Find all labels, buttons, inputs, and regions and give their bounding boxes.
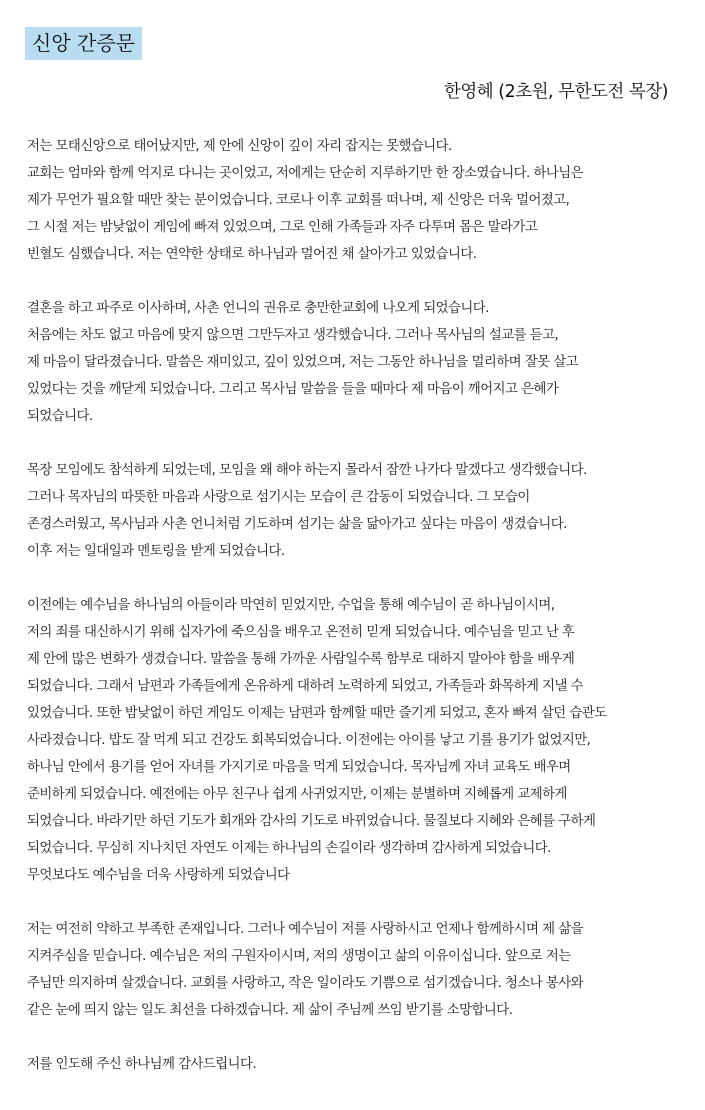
paragraph-line: 지켜주심을 믿습니다. 예수님은 저의 구원자이시며, 저의 생명이고 삶의 이유이십니다. 앞으로 저는: [27, 949, 571, 964]
paragraph-line: 그러나 목자님의 따뜻한 마음과 사랑으로 섬기시는 모습이 큰 감동이 되었습니다. 그 모습이: [27, 490, 530, 505]
paragraph-line: 결혼을 하고 파주로 이사하며, 사촌 언니의 권유로 충만한교회에 나오게 되었습니다.: [27, 301, 489, 316]
paragraph-line: 저는 여전히 약하고 부족한 존재입니다. 그러나 예수님이 저를 사랑하시고 언제나 함께하시며 제 삶을: [27, 922, 583, 937]
paragraph-line: 빈혈도 심했습니다. 저는 연약한 상태로 하나님과 멀어진 채 살아가고 있었습니다.: [27, 247, 477, 262]
testimony-body: [27, 133, 687, 1105]
paragraph: [27, 295, 687, 430]
paragraph-line: 처음에는 차도 없고 마음에 맞지 않으면 그만두자고 생각했습니다. 그러나 목사님의 설교를 듣고,: [27, 328, 559, 343]
paragraph-line: 이전에는 예수님을 하나님의 아들이라 막연히 믿었지만, 수업을 통해 예수님이 곧 하나님이시며,: [27, 598, 555, 613]
paragraph-line: 목장 모임에도 참석하게 되었는데, 모임을 왜 해야 하는지 몰라서 잠깐 나가다 말겠다고 생각했습니다.: [27, 463, 587, 478]
paragraph-line: 저의 죄를 대신하시기 위해 십자가에 죽으심을 배우고 온전히 믿게 되었습니다. 예수님을 믿고 난 후: [27, 625, 575, 640]
paragraph-line: 있었다는 것을 깨닫게 되었습니다. 그리고 목사님 말씀을 들을 때마다 제 마음이 깨어지고 은혜가: [27, 382, 559, 397]
paragraph-line: 존경스러웠고, 목사님과 사촌 언니처럼 기도하며 섬기는 삶을 닮아가고 싶다는 마음이 생겼습니다.: [27, 517, 567, 532]
paragraph-line: 있었습니다. 또한 밤낮없이 하던 게임도 이제는 남편과 함께할 때만 즐기게 되었고, 혼자 빠져 살던 습관도: [27, 706, 607, 721]
paragraph: [27, 592, 687, 889]
paragraph-line: 저는 모태신앙으로 태어났지만, 제 안에 신앙이 깊이 자리 잡지는 못했습니다.: [27, 139, 452, 154]
paragraph-line: 제 안에 많은 변화가 생겼습니다. 말씀을 통해 가까운 사람일수록 함부로 대하지 말아야 함을 배우게: [27, 652, 575, 667]
paragraph-line: 되었습니다. 바라기만 하던 기도가 회개와 감사의 기도로 바뀌었습니다. 물질보다 지혜와 은혜를 구하게: [27, 814, 596, 829]
paragraph-line: 같은 눈에 띄지 않는 일도 최선을 다하겠습니다. 제 삶이 주님께 쓰임 받기를 소망합니다.: [27, 1003, 513, 1018]
paragraph-line: 준비하게 되었습니다. 예전에는 아무 친구나 쉽게 사귀었지만, 이제는 분별하며 지혜롭게 교제하게: [27, 787, 567, 802]
paragraph-line: 되었습니다.: [27, 409, 93, 424]
paragraph-line: 되었습니다. 그래서 남편과 가족들에게 온유하게 대하려 노력하게 되었고, 가족들과 화목하게 지낼 수: [27, 679, 583, 694]
paragraph-line: 제가 무언가 필요할 때만 찾는 분이었습니다. 코로나 이후 교회를 떠나며, 제 신앙은 더욱 멀어졌고,: [27, 193, 570, 208]
paragraph: [27, 916, 687, 1024]
paragraph: [27, 133, 687, 268]
paragraph-line: 되었습니다. 무심히 지나치던 자연도 이제는 하나님의 손길이라 생각하며 감사하게 되었습니다.: [27, 841, 551, 856]
paragraph: [27, 1051, 687, 1078]
paragraph-line: 그 시절 저는 밤낮없이 게임에 빠져 있었으며, 그로 인해 가족들과 자주 다투며 몸은 말라가고: [27, 220, 538, 235]
paragraph-line: 제 마음이 달라졌습니다. 말씀은 재미있고, 깊이 있었으며, 저는 그동안 하나님을 멀리하며 잘못 살고: [27, 355, 579, 370]
paragraph-line: 저를 인도해 주신 하나님께 감사드립니다.: [27, 1057, 257, 1072]
paragraph-line: 사라졌습니다. 밥도 잘 먹게 되고 건강도 회복되었습니다. 이전에는 아이를 낳고 기를 용기가 없었지만,: [27, 733, 591, 748]
paragraph-line: 교회는 엄마와 함께 억지로 다니는 곳이었고, 저에게는 단순히 지루하기만 한 장소였습니다. 하나님은: [27, 166, 583, 181]
paragraph: [27, 457, 687, 565]
paragraph-line: 하나님 안에서 용기를 얻어 자녀를 가지기로 마음을 먹게 되었습니다. 목자님께 자녀 교육도 배우며: [27, 760, 571, 775]
page-title: 신앙 간증문: [25, 27, 142, 60]
paragraph-line: 무엇보다도 예수님을 더욱 사랑하게 되었습니다: [27, 868, 290, 883]
paragraph-line: 주님만 의지하며 살겠습니다. 교회를 사랑하고, 작은 일이라도 기쁨으로 섬기겠습니다. 청소나 봉사와: [27, 976, 583, 991]
author-byline: 한영혜 (2초원, 무한도전 목장): [444, 82, 668, 102]
paragraph-line: 이후 저는 일대일과 멘토링을 받게 되었습니다.: [27, 544, 285, 559]
